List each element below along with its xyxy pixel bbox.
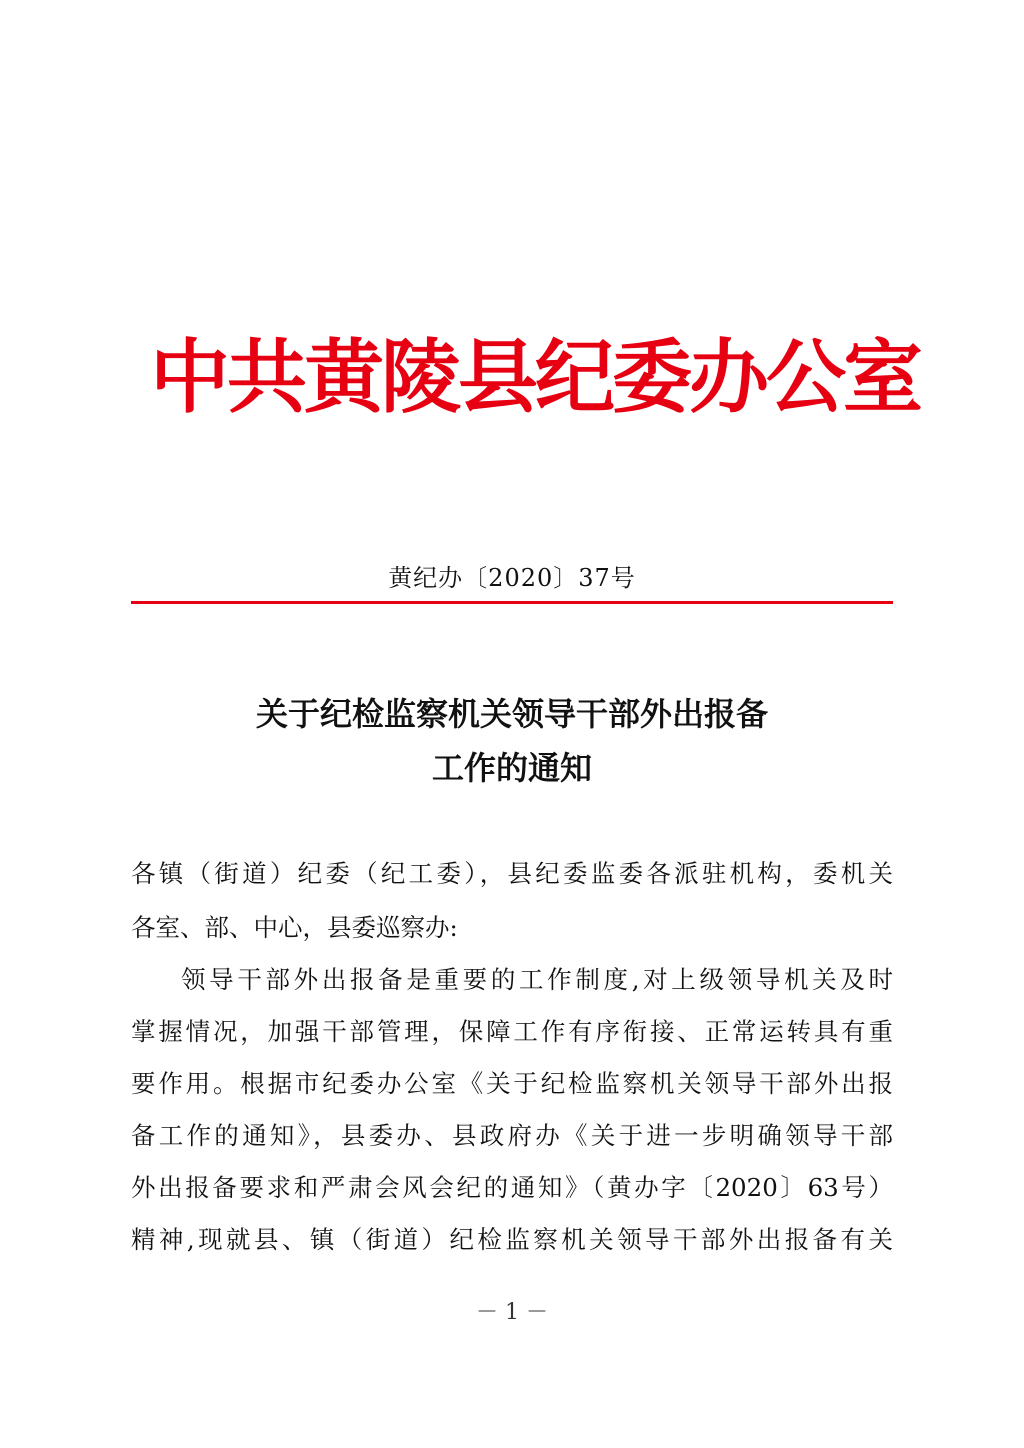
body-paragraph-line-3: 要作用。根据市纪委办公室《关于纪检监察机关领导干部外出报 [131, 1069, 893, 1098]
document-title-line-2: 工作的通知 [431, 749, 592, 787]
issuing-authority-title: 中共黄陵县纪委办公室 [150, 330, 920, 424]
page-number: － 1 － [476, 1300, 548, 1325]
body-paragraph-line-1: 领导干部外出报备是重要的工作制度,对上级领导机关及时 [181, 965, 893, 994]
document-title-line-1: 关于纪检监察机关领导干部外出报备 [255, 695, 768, 733]
red-divider-line [131, 601, 893, 604]
addressee-line-2: 各室、部、中心，县委巡察办: [131, 913, 458, 942]
document-number: 黄纪办〔2020〕37号 [388, 564, 636, 592]
addressee-line-1: 各镇（街道）纪委（纪工委），县纪委监委各派驻机构，委机关 [131, 859, 893, 888]
body-paragraph-line-2: 掌握情况，加强干部管理，保障工作有序衔接、正常运转具有重 [131, 1017, 893, 1046]
body-paragraph-line-6: 精神,现就县、镇（街道）纪检监察机关领导干部外出报备有关 [131, 1225, 893, 1254]
body-paragraph-line-5: 外出报备要求和严肃会风会纪的通知》（黄办字〔2020〕63号） [131, 1173, 893, 1202]
body-paragraph-line-4: 备工作的通知》，县委办、县政府办《关于进一步明确领导干部 [131, 1121, 893, 1150]
